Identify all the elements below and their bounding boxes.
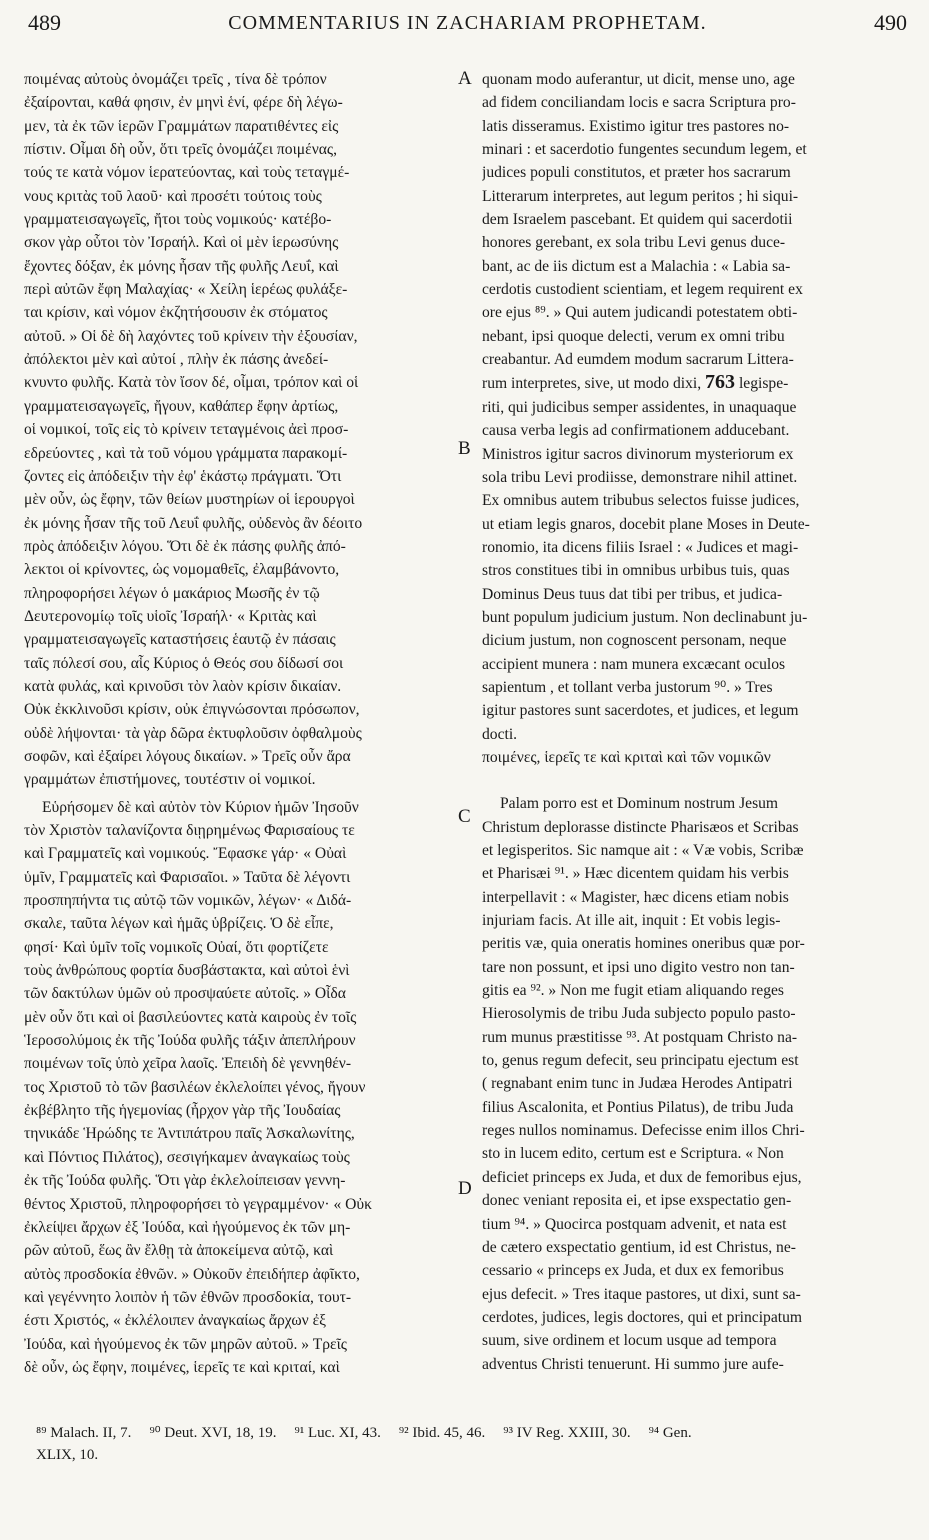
text-line: σοφῶν, καὶ ἐξαίρει λόγους δικαίων. » Τρεῖς οὖν ἄρα bbox=[24, 747, 351, 765]
text-line: nebant, ipsi quoque delecti, verum ex omni tribu bbox=[482, 327, 785, 345]
column-number: 763 bbox=[705, 371, 736, 394]
margin-letter-b: B bbox=[458, 438, 471, 459]
text-line: rum munus præstitisse ⁹³. At postquam Christo na- bbox=[482, 1028, 798, 1046]
text-line: προσπηπήντα τις αὐτῷ τῶν νομικῶν, λέγων· « Διδά- bbox=[24, 892, 352, 910]
running-title: COMMENTARIUS IN ZACHARIAM PROPHETAM. bbox=[228, 12, 707, 34]
text-line: sapientum , et tollant verba justorum ⁹⁰. » Tres bbox=[482, 678, 773, 696]
paragraph-gap bbox=[482, 769, 898, 792]
text-line: et Pharisæi ⁹¹. » Hæc dicentem quidam his verbis bbox=[482, 865, 789, 883]
text-line: Litterarum interpretes, aut legum peritos ; hi siqui- bbox=[482, 187, 799, 205]
text-line: ad fidem conciliandam locis e sacra Scriptura pro- bbox=[482, 94, 796, 112]
text-line: λεκτοι οἱ κρίνοντες, ὡς νομομαθεῖς, ἐλαμβάνοντο, bbox=[24, 561, 340, 579]
text-line: ronomio, ita dicens filiis Israel : « Judices et magi- bbox=[482, 538, 799, 556]
text-line: οὐδὲ λήψονται· τὰ γὰρ δῶρα ἐκτυφλοῦσιν ὀφθαλμοὺς bbox=[24, 724, 362, 742]
text-line: θέντος Χριστοῦ, πληροφορήσει τὸ γεγραμμένον· « Οὐκ bbox=[24, 1195, 373, 1213]
text-line: ἔχοντες δόξαν, ἐκ μόνης ἦσαν τῆς φυλῆς Λευΐ, καὶ bbox=[24, 257, 339, 275]
text-line: πίστιν. Οἶμαι δὴ οὖν, ὅτι τρεῖς ὀνομάζει ποιμένας, bbox=[24, 141, 337, 159]
text-line: Οὐκ ἐκκλινοῦσι κρίσιν, οὐκ ἐπιγνώσονται πρόσωπον, bbox=[24, 701, 360, 719]
greek-inline-line: ποιμένες, ἱερεῖς τε καὶ κριταὶ καὶ τῶν νομικῶν bbox=[482, 748, 771, 766]
text-line: quonam modo auferantur, ut dicit, mense uno, age bbox=[482, 71, 795, 88]
text-line: σκαλε, ταῦτα λέγων καὶ ἡμᾶς ὑβρίζεις. Ὁ δὲ εἶπε, bbox=[24, 915, 334, 933]
footnotes bbox=[36, 1422, 907, 1466]
text-line: cessario « princeps ex Juda, et dux ex femoribus bbox=[482, 1262, 784, 1280]
text-line: igitur pastores sunt sacerdotes, et judices, et legum bbox=[482, 702, 799, 720]
text-line: ejus defecit. » Tres itaque pastores, ut dixi, sunt sa- bbox=[482, 1285, 801, 1303]
text-line: τὸν Χριστὸν ταλανίζοντα διῃρημένως Φαρισαίους τε bbox=[24, 822, 355, 839]
text-line: deficiet princeps ex Juda, et dux de femoribus ejus, bbox=[482, 1168, 802, 1186]
text-line: γραμματεισαγωγεῖς καταστήσεις ἑαυτῷ ἐν πάσαις bbox=[24, 631, 336, 649]
text-line: ut etiam legis gnaros, docebit plane Moses in Deute- bbox=[482, 515, 810, 533]
text-line: Dominus Deus tuus dat tibi per tribus, et judica- bbox=[482, 585, 783, 603]
text-line: μὲν οὖν, ὡς ἔφην, τῶν θείων μυστηρίων οἱ ἱερουργοὶ bbox=[24, 491, 355, 509]
text-line: filius Ascalonita, et Pontius Pilatus), de tribu Juda bbox=[482, 1098, 794, 1116]
text-line: ἐκ τῆς Ἰούδα φυλῆς. Ὅτι γὰρ ἐκλελοίπεισαν γεννη- bbox=[24, 1172, 346, 1190]
text-line: ἐκλείψει ἄρχων ἐξ Ἰούδα, καὶ ἡγούμενος ἐκ τῶν μη- bbox=[24, 1218, 351, 1236]
greek-text-column bbox=[24, 68, 472, 1379]
text-line: honores gerebant, ex sola tribu Levi genus duce- bbox=[482, 234, 786, 252]
page-number-left: 489 bbox=[28, 10, 61, 35]
text-line: bant, ac de iis dictum est a Malachia : « Labia sa- bbox=[482, 257, 791, 275]
text-line: οἱ νομικοί, τοῖς εἰς τὸ κρίνειν τεταγμένοις ἀεὶ προσ- bbox=[24, 421, 349, 439]
text-line: σκον γὰρ οὗτοι τὸν Ἰσραήλ. Καὶ οἱ μὲν ἱερωσύνης bbox=[24, 234, 339, 252]
text-line: cerdotis custodient scientiam, et legem requirent ex bbox=[482, 281, 803, 299]
text-line bbox=[482, 371, 898, 395]
text-line: τοὺς ἀνθρώπους φορτία δυσβάστακτα, καὶ αὐτοὶ ἑνὶ bbox=[24, 962, 350, 980]
text-line: accipient munera : nam munera excæcant oculos bbox=[482, 655, 786, 673]
footnote: ⁹³ IV Reg. XXIII, 30. bbox=[503, 1425, 631, 1441]
footnote: ⁹² Ibid. 45, 46. bbox=[398, 1425, 486, 1441]
text-line: γραμματεισαγωγεῖς, ἤτοι τοὺς νομικούς· κατέβο- bbox=[24, 211, 332, 229]
text-line: ἀπόλεκτοι μὲν καὶ αὐτοί , πλὴν ἐκ πάσης ἀνεδεί- bbox=[24, 351, 329, 369]
text-line: καὶ Πόντιος Πιλάτος), σεσιγήκαμεν ἀναγκαίως τοὺς bbox=[24, 1148, 350, 1166]
text-line: Ἰούδα, καὶ ἡγούμενος ἐκ τῶν μηρῶν αὐτοῦ. » Τρεῖς bbox=[24, 1335, 347, 1353]
text-segment: legispe- bbox=[735, 375, 789, 393]
text-line: cerdotes, judices, legis doctores, qui et principatum bbox=[482, 1308, 803, 1326]
text-line: peritis væ, quia oneratis homines oneribus quæ por- bbox=[482, 935, 805, 953]
text-line: γραμμάτων ἐπιστήμονες, τουτέστιν οἱ νομικοί. bbox=[24, 771, 316, 789]
text-line: Δευτερονομίῳ τοῖς υἱοῖς Ἰσραήλ· « Κριτὰς καὶ bbox=[24, 607, 317, 625]
text-line: docti. bbox=[482, 725, 518, 743]
text-line: latis disseramus. Existimo igitur tres pastores no- bbox=[482, 117, 790, 135]
text-line: μὲν οὖν ὅτι καὶ οἱ βασιλεύοντες κατὰ καιροὺς ἐν τοῖς bbox=[24, 1008, 357, 1026]
text-line: ore ejus ⁸⁹. » Qui autem judicandi potestatem obti- bbox=[482, 304, 798, 322]
text-line: reges nullos nominamus. Defecisse enim illos Chri- bbox=[482, 1122, 805, 1140]
text-line: καὶ γεγέννητο λοιπὸν ἡ τῶν ἐθνῶν προσδοκία, τουτ- bbox=[24, 1288, 352, 1306]
text-line: creabantur. Ad eumdem modum sacrarum Littera- bbox=[482, 351, 794, 369]
text-line: τῶν δακτύλων ὑμῶν οὐ προσψαύετε αὐτοῖς. » Οἶδα bbox=[24, 985, 346, 1003]
text-line: φησί· Καὶ ὑμῖν τοῖς νομικοῖς Οὐαί, ὅτι φορτίζετε bbox=[24, 938, 329, 956]
text-line: dicium justum, non cognoscent personam, neque bbox=[482, 632, 787, 650]
text-line: ἐκβέβλητο τῆς ἡγεμονίας (ἦρχον γὰρ τῆς Ἰουδαίας bbox=[24, 1102, 341, 1120]
text-line: ἐκ μόνης ἦσαν τῆς τοῦ Λευΐ φυλῆς, οὐδενὸς ἂν δέοιτο bbox=[24, 514, 363, 532]
text-line: ται κρίσιν, καὶ νόμον ἐκζητήσουσιν ἐκ στόματος bbox=[24, 304, 328, 322]
text-line: interpellavit : « Magister, hæc dicens etiam nobis bbox=[482, 888, 789, 906]
margin-letter-a: A bbox=[458, 68, 472, 89]
footnote: ⁹⁴ Gen. bbox=[648, 1425, 692, 1441]
text-line: μεν, τὰ ἐκ τῶν ἱερῶν Γραμμάτων παρατιθέντες εἰς bbox=[24, 117, 339, 135]
text-line: καὶ Γραμματεῖς καὶ νομικούς. Ἔφασκε γάρ· « Οὐαὶ bbox=[24, 845, 347, 863]
text-line: δὲ οὖν, ὡς ἔφην, ποιμένες, ἱερεῖς τε καὶ κριταί, καὶ bbox=[24, 1358, 340, 1376]
text-segment: rum interpretes, sive, ut modo dixi, bbox=[482, 375, 706, 393]
text-line: έστι Χριστός, « ἐκλέλοιπεν ἀναγκαίως ἄρχων ἐξ bbox=[24, 1312, 327, 1330]
text-line: τηνικάδε Ἡρώδης τε Ἀντιπάτρου παῖς Ἀσκαλωνίτης, bbox=[24, 1125, 355, 1143]
text-line: Ministros igitur sacros divinorum mysteriorum ex bbox=[482, 445, 794, 463]
text-line: τούς τε κατὰ νόμον ἱερατεύοντας, καὶ τοὺς τεταγμέ- bbox=[24, 164, 350, 182]
margin-letter-d: D bbox=[458, 1178, 472, 1199]
text-line: sto in lucem edito, certum est e Scriptura. « Non bbox=[482, 1145, 784, 1163]
text-line: ἐξαίρονται, καθά φησιν, ἐν μηνὶ ἑνί, φέρε δὴ λέγω- bbox=[24, 94, 343, 112]
text-line: γραμματεισαγωγεῖς, ἤγουν, καθάπερ ἔφην ἀρτίως, bbox=[24, 397, 339, 415]
page-number-right: 490 bbox=[874, 10, 907, 35]
footnote-line bbox=[36, 1422, 907, 1444]
text-line: Εὑρήσομεν δὲ καὶ αὐτὸν τὸν Κύριον ἡμῶν Ἰησοῦν bbox=[42, 798, 359, 816]
text-line: ποιμένας αὐτοὺς ὀνομάζει τρεῖς , τίνα δὲ τρόπον bbox=[24, 71, 327, 88]
text-line: suum, sive ordinem et locum usque ad tempora bbox=[482, 1332, 777, 1350]
text-line: Ἱεροσολύμοις ἐκ τῆς Ἰούδα φυλῆς τάξιν ἀπεπλήρουν bbox=[24, 1032, 356, 1050]
text-line: τος Χριστοῦ τὸ τῶν βασιλέων ἐκλελοίπει γένος, ἤγουν bbox=[24, 1078, 366, 1096]
text-line: Hierosolymis de tribu Juda subjecto populo pasto- bbox=[482, 1005, 796, 1023]
text-line: ( regnabant enim tunc in Judæa Herodes Antipatri bbox=[482, 1075, 793, 1093]
text-line: ὑμῖν, Γραμματεῖς καὶ Φαρισαῖοι. » Ταῦτα δὲ λέγοντι bbox=[24, 868, 351, 886]
footnote: ⁹⁰ Deut. XVI, 18, 19. bbox=[149, 1425, 277, 1441]
text-line: εδρεύοντες , καὶ τὰ τοῦ νόμου γράμματα παρακομί- bbox=[24, 444, 348, 462]
text-line: ταῖς πόλεσί σου, αἷς Κύριος ὁ Θεός σου δίδωσί σοι bbox=[24, 654, 344, 672]
text-line: πληροφορήσει λέγων ὁ μακάριος Μωσῆς ἐν τῷ bbox=[24, 584, 320, 602]
running-header bbox=[28, 10, 907, 40]
text-line: ποιμένων τοῖς ὑπὸ χεῖρα λαοῖς. Ἐπειδὴ δὲ γεννηθέν- bbox=[24, 1055, 352, 1073]
text-line: tare non possunt, et ipsi uno digito vestro non tan- bbox=[482, 958, 795, 976]
text-line: to, genus regum defecit, seu principatu ejectum est bbox=[482, 1052, 799, 1070]
footnote: ⁸⁹ Malach. II, 7. bbox=[36, 1425, 132, 1441]
text-line: Ex omnibus autem tribubus selectos fuisse judices, bbox=[482, 492, 800, 510]
text-line: sola tribu Levi prodiisse, demonstrare nihil attinet. bbox=[482, 468, 798, 486]
text-line: judices populi constitutos, et præter hos sacrarum bbox=[482, 164, 791, 182]
text-line: νους κριτὰς τοῦ λαοῦ· καὶ προσέτι τούτοις τοὺς bbox=[24, 187, 322, 205]
text-line: donec veniant reposita ei, et ipse exspectatio gen- bbox=[482, 1192, 792, 1210]
footnote-line: XLIX, 10. bbox=[36, 1447, 99, 1463]
text-line: Palam porro est et Dominum nostrum Jesum bbox=[500, 795, 779, 813]
text-line: Christum deplorasse distincte Pharisæos et Scribas bbox=[482, 818, 799, 836]
text-line: dem Israelem pascebant. Et quidem qui sacerdotii bbox=[482, 211, 793, 229]
text-line: adventus Christi tenuerunt. Hi summo jure aufe- bbox=[482, 1355, 784, 1373]
text-line: bunt populum judicium justum. Non declinabunt ju- bbox=[482, 608, 808, 626]
text-line: riti, qui judicibus semper assidentes, in unaquaque bbox=[482, 398, 797, 416]
text-line: tium ⁹⁴. » Quocirca postquam advenit, et nata est bbox=[482, 1215, 787, 1233]
text-line: κνυντο φυλῆς. Κατὰ τὸν ἴσον δέ, οἶμαι, τρόπον καὶ οἱ bbox=[24, 374, 359, 392]
text-line: gitis ea ⁹². » Non me fugit etiam aliquando reges bbox=[482, 982, 784, 1000]
text-line: injuriam facis. At ille ait, inquit : Et vobis legis- bbox=[482, 912, 781, 930]
text-line: stros constitues tibi in omnibus urbibus tuis, quas bbox=[482, 562, 790, 580]
latin-text-column bbox=[482, 68, 898, 1376]
text-line: κατὰ φυλάς, καὶ κρινοῦσι τὸν λαὸν κρίσιν δικαίαν. bbox=[24, 677, 342, 695]
text-line: ρῶν αὐτοῦ, ἕως ἂν ἔλθῃ τὰ ἀποκείμενα αὐτῷ, καὶ bbox=[24, 1242, 334, 1260]
footnote: ⁹¹ Luc. XI, 43. bbox=[294, 1425, 381, 1441]
text-line: et legisperitos. Sic namque ait : « Væ vobis, Scribæ bbox=[482, 842, 804, 859]
text-line: de cætero exspectatio gentium, id est Christus, ne- bbox=[482, 1238, 796, 1256]
text-line: πρὸς ἀπόδειξιν λόγου. Ὅτι δὲ ἐκ πάσης φυλῆς ἀπό- bbox=[24, 537, 346, 555]
text-line: causa verba legis ad confirmationem adducebant. bbox=[482, 422, 790, 440]
margin-letter-c: C bbox=[458, 806, 471, 827]
text-line: αὐτοῦ. » Οἱ δὲ δὴ λαχόντες τοῦ κρίνειν τὴν ἐξουσίαν, bbox=[24, 327, 358, 345]
text-line: περὶ αὐτῶν ἔφη Μαλαχίας· « Χείλη ἱερέως φυλάξε- bbox=[24, 281, 348, 299]
text-line: minari : et sacerdotio fungentes secundum legem, et bbox=[482, 141, 807, 159]
text-line: αὐτὸς προσδοκία ἐθνῶν. » Οὐκοῦν ἐπειδήπερ ἀφῖκτο, bbox=[24, 1265, 360, 1283]
text-line: ζοντες εἰς ἀπόδειξιν τὴν ἐφ' ἑκάστῳ πράγματι. Ὅτι bbox=[24, 467, 342, 485]
